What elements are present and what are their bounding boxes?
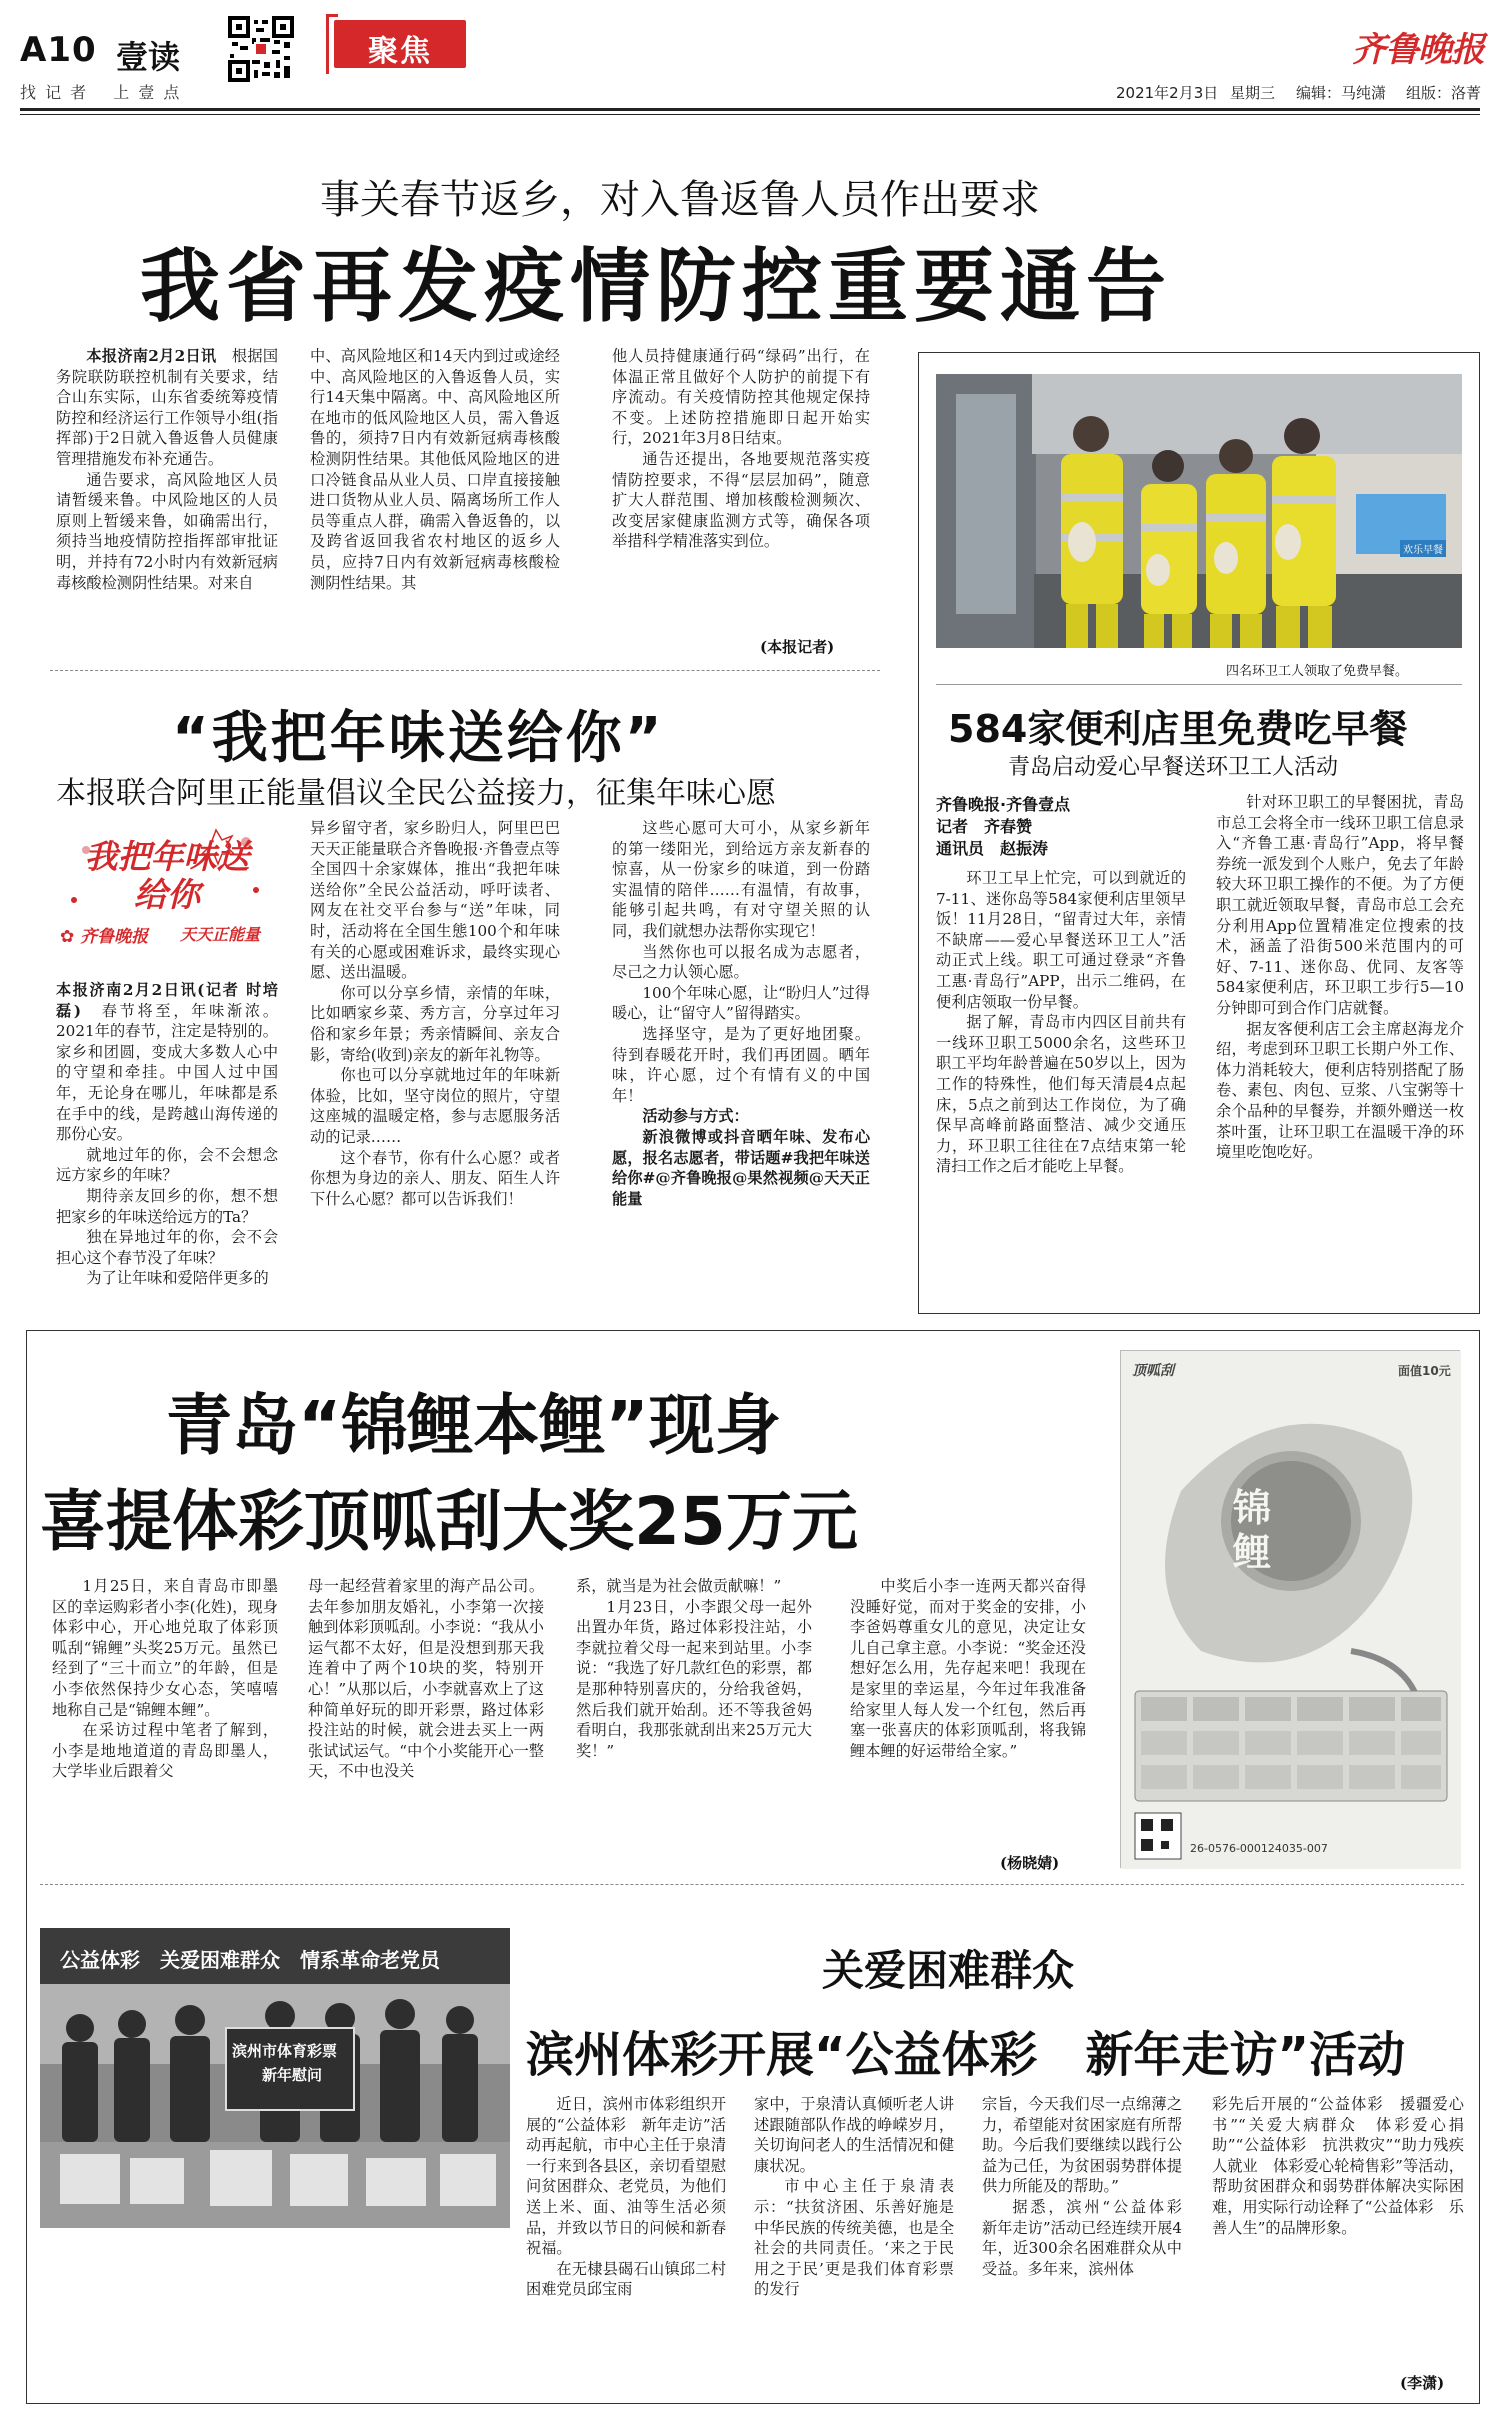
- story1-col3b-text: 通告还提出，各地要规范落实疫情防控要求，不得“层层加码”，随意扩大人群范围、增加核酸检测频次、改变居家健康监测方式等，确保各项举措科学精准落实到位。: [612, 449, 870, 551]
- ticket-brand: 顶呱刮: [1132, 1363, 1174, 1379]
- story3-column-2: [1216, 792, 1464, 1296]
- story3-byline-2: 记者 齐春赞: [936, 817, 1033, 836]
- layout-credit: 组版：洛菁: [1406, 84, 1482, 102]
- story3-photo: [936, 374, 1462, 648]
- story4-byline: (杨晓婧): [1000, 1854, 1060, 1872]
- story5-column-4: [1212, 2094, 1464, 2392]
- story5-byline: (李潇): [1400, 2374, 1445, 2392]
- story3-col1-text: 环卫工早上忙完，可以到就近的7-11、迷你岛等584家便利店里领早饭！11月28日，“留青过大年，亲情不缺席——爱心早餐送环卫工人”活动正式上线。职工可通过登录“齐鲁工惠·青岛行”APP，出示二维码，在便利店领取一份早餐。: [936, 869, 1186, 1011]
- lottery-ticket: [1120, 1350, 1460, 1868]
- ticket-serial: 26-0576-000124035-007: [1190, 1842, 1328, 1855]
- newspaper-logo: 齐鲁晚报: [1352, 30, 1484, 70]
- topic-tab-corner: [326, 14, 338, 74]
- story4-column-1: [52, 1576, 278, 1870]
- issue-weekday: 星期三: [1230, 84, 1276, 102]
- editor-credit: 编辑：马纯潇: [1296, 84, 1387, 102]
- story2-col3d-text: 选择坚守，是为了更好地团聚。待到春暖花开时，我们再团圆。晒年味，许心愿，过个有情有义的中国年！: [612, 1024, 870, 1105]
- story3-col1b-text: 据了解，青岛市内四区目前共有一线环卫职工5000余名，这些环卫职工平均年龄普遍在50岁以上，因为工作的特殊性，他们每天清晨4点起床，5点之前到达工作岗位，为了确保早高峰前路面整洁、减少交通压力，环卫职工往往在7点结束第一轮清扫工作之后才能吃上早餐。: [936, 1013, 1186, 1176]
- story2-col1c-text: 期待亲友回乡的你，想不想把家乡的年味送给远方的Ta？: [56, 1186, 278, 1226]
- story3-column-1: [936, 868, 1186, 1296]
- story2-headline: “我把年味送给你”: [172, 706, 665, 771]
- section-name: 壹读: [116, 38, 181, 76]
- story4-col3-text: 系，就当是为社会做贡献嘛！”: [576, 1577, 782, 1595]
- story1-divider: [50, 670, 880, 671]
- story1-column-2: [310, 346, 560, 658]
- story4-divider: [40, 1884, 1464, 1885]
- page-number: A10: [20, 30, 97, 70]
- story2-column-1: [56, 980, 278, 1316]
- story4-headline-1: 青岛“锦鲤本鲤”现身: [166, 1387, 781, 1464]
- story1-byline: (本报记者): [760, 638, 835, 656]
- story2-logo-title: 我把年味送给你: [84, 837, 250, 914]
- story4-column-4: [850, 1576, 1086, 1870]
- story2-col1b-text: 就地过年的你，会不会想念远方家乡的年味？: [56, 1145, 278, 1185]
- ticket-title: 锦鲤: [1232, 1485, 1271, 1574]
- story3-caption-rule: [936, 684, 1462, 685]
- story5-col3b-text: 据悉，滨州“公益体彩 新年走访”活动已经连续开展4年，近300余名困难群众从中受益。多年来，滨州体: [982, 2197, 1198, 2278]
- story1-col1b-text: 通告要求，高风险地区人员请暂缓来鲁。中风险地区的人员原则上暂缓来鲁，如确需出行，须持当地疫情防控指挥部审批证明，并持有72小时内有效新冠病毒核酸检测阴性结果。对来自: [56, 470, 278, 592]
- story2-logo-brand: ✿ 齐鲁晚报: [60, 927, 149, 947]
- issue-date: 2021年2月3日: [1116, 84, 1219, 102]
- story5-col1b-text: 在无棣县碣石山镇邱二村困难党员邱宝雨: [526, 2259, 726, 2299]
- story5-photo-sign-2: 新年慰问: [262, 2066, 323, 2084]
- story5-column-1: [526, 2094, 726, 2392]
- story2-rules-title: 活动参与方式：: [642, 1107, 749, 1126]
- story4-headline-2: 喜提体彩顶呱刮大奖25万元: [40, 1483, 858, 1560]
- masthead-rule: [20, 108, 1480, 111]
- story5-photo-banner: 公益体彩 关爱困难群众 情系革命老党员: [60, 1948, 440, 1972]
- story2-column-3: [612, 818, 870, 1316]
- masthead-slogan: 找 记 者 上 壹 点: [20, 83, 182, 102]
- story1-col1-text: 根据国务院联防联控机制有关要求，结合山东实际，山东省委统筹疫情防控和经济运行工作领导小组(指挥部)于2日就入鲁返鲁人员健康管理措施发布补充通告。: [56, 347, 279, 468]
- story5-col3-text: 宗旨，今天我们尽一点绵薄之力，希望能对贫困家庭有所帮助。今后我们要继续以践行公益为己任，为贫困弱势群体提供力所能及的帮助。”: [982, 2095, 1182, 2196]
- story5-kicker: 关爱困难群众: [822, 1946, 1075, 1995]
- ticket-price: 面值10元: [1398, 1364, 1451, 1378]
- story4-col2-text: 母一起经营着家里的海产品公司。去年参加朋友婚礼，小李第一次接触到体彩顶呱刮。小李说：“我从小运气都不太好，但是没想到那天我连着中了两个10块的奖，特别开心！”从那以后，小李就喜欢上了这种简单好玩的即开彩票，路过体彩投注站的时候，就会进去买上一两张试试运气。“中个小奖能开心一整天，不中也没关: [308, 1577, 544, 1781]
- story2-column-2: [310, 818, 560, 1316]
- story4-column-2: [308, 1576, 544, 1870]
- story2-col2c-text: 你也可以分享就地过年的年味新体验，比如，坚守岗位的照片，守望这座城的温暖定格，参与志愿服务活动的记录……: [310, 1066, 560, 1146]
- story1-headline: 我省再发疫情防控重要通告: [140, 240, 1172, 333]
- story1-dateline: 本报济南2月2日讯: [86, 347, 217, 365]
- story1-col3-text: 他人员持健康通行码“绿码”出行，在体温正常且做好个人防护的前提下有序流动。有关疫情防控其他规定保持不变。上述防控措施即日起开始实行，2021年3月8日结束。: [612, 347, 870, 448]
- story3-col2b-text: 据友客便利店工会主席赵海龙介绍，考虑到环卫职工长期户外工作、体力消耗较大，便利店特别搭配了肠卷、素包、肉包、豆浆、八宝粥等十余个品种的早餐券，并额外赠送一枚茶叶蛋，让环卫职工在温暖干净的环境里吃饱吃好。: [1216, 1019, 1464, 1162]
- story4-col4-text: 中奖后小李一连两天都兴奋得没睡好觉，而对于奖金的安排，小李爸妈尊重女儿的意见，决定让女儿自己拿主意。小李说：“奖金还没想好怎么用，先存起来吧！我现在是家里的幸运星，今年过年我准备给家里人每人发一个红包，然后再塞一张喜庆的体彩顶呱刮，将我锦鲤本鲤的好运带给全家。”: [850, 1577, 1086, 1760]
- story1-column-3: [612, 346, 870, 658]
- story3-subhead: 青岛启动爱心早餐送环卫工人活动: [1008, 755, 1339, 780]
- story2-col2b-text: 你可以分享乡情，亲情的年味，比如晒家乡菜、秀方言，分享过年习俗和家乡年景；秀亲情瞬间、亲友合影，寄给(收到)亲友的新年礼物等。: [310, 983, 560, 1064]
- qr-code-icon: [228, 16, 294, 82]
- story2-col2-text: 异乡留守者，家乡盼归人，阿里巴巴天天正能量联合齐鲁晚报·齐鲁壹点等全国四十余家媒体，推出“我把年味送给你”全民公益活动，呼吁读者、网友在社交平台参与“送”年味，同时，活动将在全国生態100个和年味有关的心愿或困难诉求，最终实现心愿、送出温暖。: [310, 819, 560, 982]
- story2-col1d-text: 独在异地过年的你，会不会担心这个春节没了年味？: [56, 1228, 278, 1267]
- story4-col1-text: 1月25日，来自青岛市即墨区的幸运购彩者小李(化姓)，现身体彩中心，开心地兑取了体彩顶呱刮“锦鲤”头奖25万元。虽然已经到了“三十而立”的年龄，但是小李依然保持少女心态，笑嘻嘻地称自己是“锦鲤本鲤”。: [52, 1577, 278, 1719]
- story3-byline-3: 通讯员 赵振涛: [936, 839, 1049, 858]
- story1-column-1: [56, 346, 278, 658]
- story2-col1e-text: 为了让年味和爱陪伴更多的: [86, 1269, 269, 1288]
- masthead-rule-thin: [20, 114, 1480, 115]
- story4-col3b-text: 1月23日，小李跟父母一起外出置办年货，路过体彩投注站，小李就拉着父母一起来到站里。小李说：“我选了好几款红色的彩票，都是那种特别喜庆的，分给我爸妈，然后我们就开始刮。还不等我爸妈看明白，我那张就刮出来25万元大奖！”: [576, 1597, 812, 1760]
- story3-photo-caption: 四名环卫工人领取了免费早餐。: [1226, 664, 1409, 679]
- story1-kicker: 事关春节返乡，对入鲁返鲁人员作出要求: [320, 177, 1040, 223]
- store-sign: 欢乐早餐: [1400, 540, 1446, 557]
- story2-col3-text: 这些心愿可大可小，从家乡新年的第一缕阳光，到给远方亲友新春的惊喜，从一份家乡的味道，到一份踏实温情的陪伴……有温情，有故事，能够引起共鸣，有对守望关照的认同，我们就想办法帮你实现它！: [612, 819, 870, 940]
- story5-headline: 滨州体彩开展“公益体彩 新年走访”活动: [526, 2027, 1406, 2083]
- story2-rules-text: 新浪微博或抖音晒年味、发布心愿，报名志愿者，带话题#我把年味送给你#@齐鲁晚报@果然视频@天天正能量: [612, 1127, 870, 1208]
- story1-col2-text: 中、高风险地区和14天内到过或途经中、高风险地区的入鲁返鲁人员，实行14天集中隔离。中、高风险地区所在地市的低风险地区人员，需入鲁返鲁的，须持7日内有效新冠病毒核酸检测阴性结果。其他低风险地区的进口冷链食品从业人员、口岸直接接触进口货物从业人员、隔离场所工作人员等重点人群，确需入鲁返鲁的，以及跨省返回我省农村地区的返乡人员，应持7日内有效新冠病毒核酸检测阴性结果。其: [310, 347, 560, 592]
- story5-col2-text: 家中，于泉清认真倾听老人讲述跟随部队作战的峥嵘岁月，关切询问老人的生活情况和健康状况。: [754, 2095, 954, 2175]
- story5-col2b-text: 市中心主任于泉清表示：“扶贫济困、乐善好施是中华民族的传统美德，也是全社会的共同责任。‘来之于民 用之于民’更是我们体育彩票的发行: [754, 2177, 970, 2299]
- story2-col1-text: 春节将至，年味渐浓。2021年的春节，注定是特别的。家乡和团圆，变成大多数人心中的守望和牵挂。中国人过中国年，无论身在哪儿，年味都是系在手中的线，是跨越山海传递的那份心安。: [56, 1001, 279, 1144]
- story4-column-3: [576, 1576, 812, 1870]
- section-topic-label: 聚焦: [368, 34, 432, 69]
- story2-col3c-text: 100个年味心愿，让“盼归人”过得暖心，让“留守人”留得踏实。: [612, 983, 870, 1023]
- story2-col3b-text: 当然你也可以报名成为志愿者，尽己之力认领心愿。: [612, 942, 870, 982]
- story2-dateline: 本报济南2月2日讯(记者 时培磊): [56, 981, 278, 1020]
- story5-column-3: [982, 2094, 1198, 2392]
- story5-photo-sign: 滨州市体育彩票: [232, 2042, 338, 2060]
- story5-col1-text: 近日，滨州市体彩组织开展的“公益体彩 新年走访”活动再起航，市中心主任于泉清一行来到各县区，亲切看望慰问贫困群众、老党员，为他们送上米、面、油等生活必须品，并致以节日的问候和新春祝福。: [526, 2095, 726, 2258]
- story5-column-2: [754, 2094, 970, 2392]
- story2-logo-partner: 天天正能量: [180, 925, 261, 944]
- story2-logo-brand-text: 齐鲁晚报: [80, 927, 149, 947]
- story3-headline: 584家便利店里免费吃早餐: [948, 707, 1408, 751]
- story2-col2d-text: 这个春节，你有什么心愿？或者你想为身边的亲人、朋友、陌生人许下什么心愿？都可以告诉我们！: [310, 1148, 560, 1208]
- story3-byline-1: 齐鲁晚报·齐鲁壹点: [936, 795, 1071, 814]
- story2-subhead: 本报联合阿里正能量倡议全民公益接力，征集年味心愿: [56, 776, 776, 811]
- story3-col2-text: 针对环卫职工的早餐困扰，青岛市总工会将全市一线环卫职工信息录入“齐鲁工惠·青岛行”App，将早餐券统一派发到个人账户，免去了年龄较大环卫职工操作的不便。为了方便职工就近领取早餐，青岛市总工会充分利用App位置精准定位搜索的技术，涵盖了沿街500米范围内的可好、7-11、迷你岛、优同、友客等584家便利店，环卫职工步行5—10分钟即可到合作门店就餐。: [1216, 793, 1464, 1017]
- story5-col4-text: 彩先后开展的“公益体彩 援疆爱心书”“关爱大病群众 体彩爱心捐助”“公益体彩 抗洪救灾”“助力残疾人就业 体彩爱心轮椅售彩”等活动，帮助贫困群众和弱势群体解决实际困难，用实际行动诠释了“公益体彩 乐善人生”的品牌形象。: [1212, 2095, 1464, 2237]
- story4-col1b-text: 在采访过程中笔者了解到，小李是地地道道的青岛即墨人，大学毕业后跟着父: [52, 1721, 278, 1781]
